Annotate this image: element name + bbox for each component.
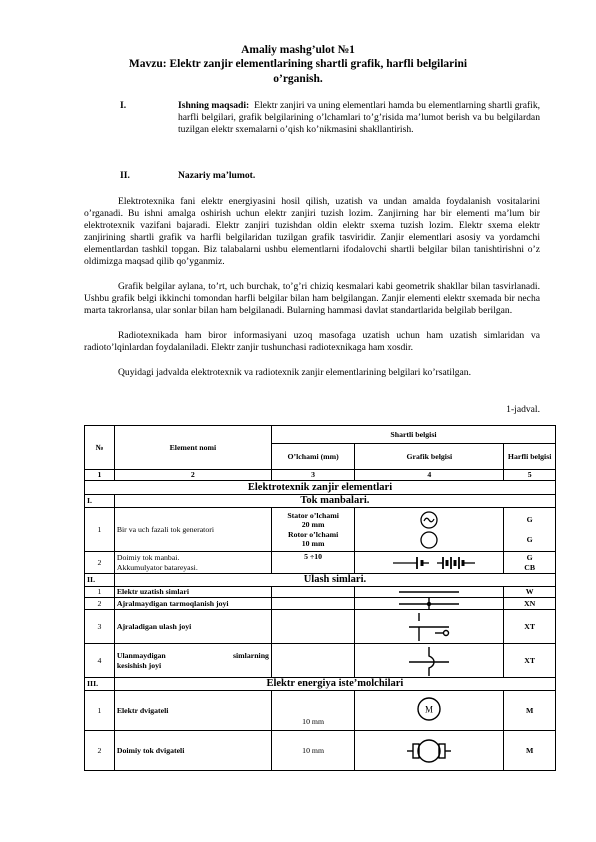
section-heading: Elektrotexnik zanjir elementlari [85,481,556,495]
col-harfli-header: Harfli belgisi [504,444,556,470]
row-letter: XT [504,610,556,644]
row-letter [504,552,556,574]
topic-line-1: Mavzu: Elektr zanjir elementlarining shartli grafik, harfli belgilarini [128,58,468,70]
table-row [85,731,556,771]
row-letter: M [504,731,556,771]
goal-number: I. [120,100,127,111]
name-line: kesishish joyi [116,660,162,670]
row-name: Bir va uch fazali tok generatori [114,508,271,552]
col-size-header: O’lchami (mm) [271,444,354,470]
table-row [85,691,556,731]
col-shartli-header: Shartli belgisi [271,426,555,444]
row-size [271,598,354,610]
size-line: Stator o’lchami [287,510,339,520]
row-size: 10 mm [271,691,354,731]
group-number: III. [85,678,115,691]
row-number: 2 [85,598,115,610]
row-size [271,644,354,678]
paragraph-1: Elektrotexnika fani elektr energiyasini hosil qilish, uzatish va undan amalda foydalanish vositalarini o’rganadi. Bu ishni amalga oshirish uchun elektr zanjiri tuzish lozim. Zanjirning har bir elementi ma’lum bir elektrotexnik vazifani bajaradi. Elektr zanjiri tuzishdan oldin elektr sxema tuzish lozim. Elektr sxema elektr zanjirining shartli grafik va harfli belgilaridan tuzilgan grafik tasviridir. Zanjir elementlari asosiy va yordamchi elementlardan tashkil topgan. Biz talabalarni ushbu elementlarni ifodalovchi shartli belgilar bilan tanishtirishni o’z oldimizga maqsad qilib qo’yganmiz. [84,196,540,268]
row-name [114,552,271,574]
col-grafik-header: Grafik belgisi [355,444,504,470]
letter-line: CB [524,562,536,572]
index-cell: 2 [114,470,271,481]
table-row [85,644,556,678]
row-letter: XT [504,644,556,678]
row-number: 1 [85,691,115,731]
index-cell: 1 [85,470,115,481]
theory-heading: Nazariy ma’lumot. [178,170,256,181]
paragraph-3: Radiotexnikada ham biror informasiyani uzoq masofaga uzatish uchun ham uzatish simlaridan va radioto’lqinlardan foydalaniladi. Elektr zanjir tushunchasi radiotexnikaga ham xosdir. [84,330,540,354]
crossing-symbol-icon [355,644,504,678]
group-number: II. [85,574,115,587]
battery-symbol-icon [355,552,504,574]
row-name: Ajraladigan ulash joyi [114,610,271,644]
letter-line: G [526,553,533,562]
row-size [271,587,354,598]
dc-motor-symbol-icon [355,731,504,771]
row-letter: M [504,691,556,731]
size-line: Rotor o’lchami [287,529,339,539]
row-name: Ajralmaydigan tarmoqlanish joyi [114,598,271,610]
table-row [85,598,556,610]
group-title: Ulash simlari. [114,574,555,587]
row-letter: W [504,587,556,598]
wire-symbol-icon [355,587,504,598]
group-number: I. [85,495,115,508]
table-row [85,610,556,644]
page-title: Amaliy mashg’ulot №1 [241,44,355,56]
goal-text [178,100,540,136]
row-size [271,610,354,644]
index-cell: 3 [271,470,354,481]
table-row [85,552,556,574]
row-number: 2 [85,552,115,574]
table-row [85,508,556,552]
row-letter: XN [504,598,556,610]
paragraph-4: Quyidagi jadvalda elektrotexnik va radiotexnik zanjir elementlarining belgilari ko’rsatilgan. [118,367,471,378]
col-name-header: Element nomi [114,426,271,470]
index-row [85,470,556,481]
col-num-header: № [85,426,115,470]
name-word: Ulanmaydigan [116,651,166,660]
letter-line: G [526,515,533,524]
index-cell: 5 [504,470,556,481]
motor-symbol-letter: M [425,704,434,714]
row-number: 1 [85,587,115,598]
row-name: Elektr uzatish simlari [114,587,271,598]
row-letter [504,508,556,552]
motor-symbol-icon [355,691,504,731]
name-line: Akkumulyator batareyasi. [116,562,198,572]
symbols-table [84,425,556,771]
goal-body: Elektr zanjiri va uning elementlari hamda bu elementlarning shartli grafik, harfli belgilari, grafik belgilarining o’lchamlari to’g’risida ma’lumot berish va bu belgilardan tuzilgan elektr sxemalarni o’qish ko’nikmasini shakllantirish. [178,100,541,135]
name-word: simlarning [232,651,269,660]
table-caption: 1-jadval. [506,404,540,415]
row-number: 4 [85,644,115,678]
name-line: Doimiy tok manbai. [116,553,180,562]
row-number: 3 [85,610,115,644]
size-line: 10 mm [301,539,325,548]
row-size: 5 ÷10 [271,552,354,574]
generator-symbol-icon [355,508,504,552]
table-row [85,587,556,598]
theory-number: II. [120,170,130,181]
index-cell: 4 [355,470,504,481]
row-name [114,644,271,678]
size-line: 20 mm [301,520,325,529]
junction-symbol-icon [355,598,504,610]
row-name: Doimiy tok dvigateli [114,731,271,771]
row-number: 1 [85,508,115,552]
row-size [271,508,354,552]
letter-line: G [526,534,533,544]
row-size: 10 mm [271,731,354,771]
topic-line-2: o’rganish. [273,73,323,85]
group-title: Elektr energiya iste’molchilari [114,678,555,691]
group-title: Tok manbalari. [114,495,555,508]
paragraph-2: Grafik belgilar aylana, to’rt, uch burchak, to’g’ri chiziq kesmalari kabi geometrik shakllar bilan tasvirlanadi. Ushbu grafik belgi ikkinchi tomondan harfli belgilar bilan ham belgilangan. Zanjir elementi elektr sxemada bir necha marta takrorlansa, ular sonlar bilan ham belgilanadi. Bularning hammasi davlat standartlarida belgilab berilgan. [84,281,540,317]
row-number: 2 [85,731,115,771]
goal-label: Ishning maqsadi: [178,100,250,111]
detachable-joint-icon [355,610,504,644]
row-name: Elektr dvigateli [114,691,271,731]
